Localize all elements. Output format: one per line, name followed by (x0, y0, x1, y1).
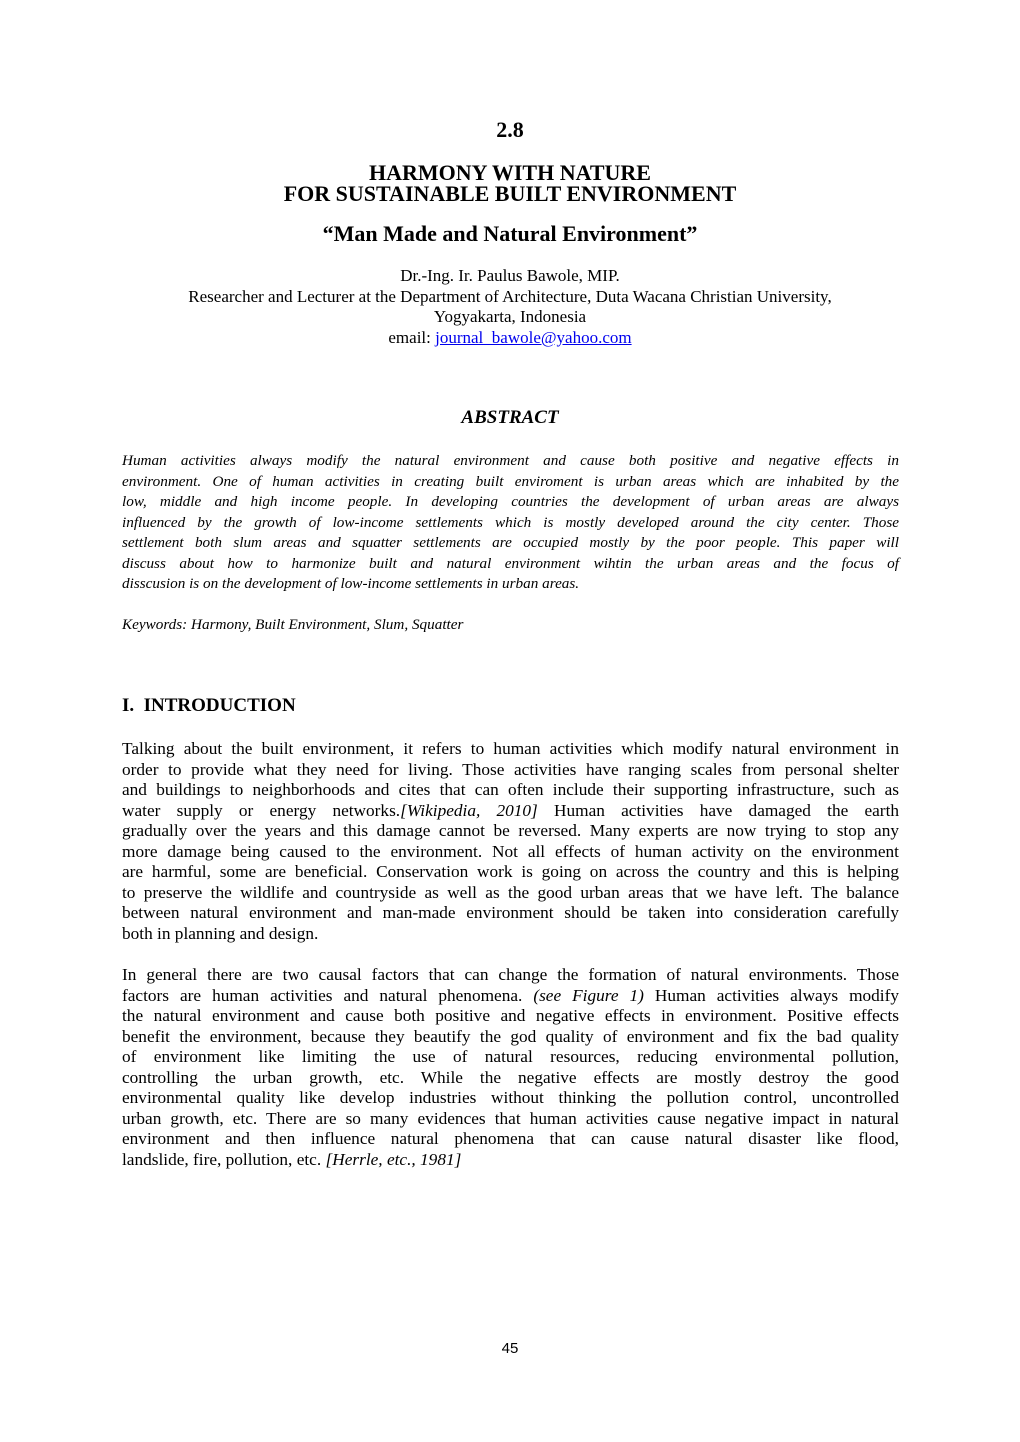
intro-paragraph-1 (122, 739, 899, 944)
text-line: environment. One of human activities in creating built enviroment is urban areas which are inhabited by the (122, 472, 899, 490)
text-line: and buildings to neighborhoods and cites that can often include their supporting infrastructure, such as (122, 780, 899, 799)
text-line: both in planning and design. (122, 923, 319, 943)
abstract-body (122, 451, 899, 595)
section-heading-introduction: I. INTRODUCTION (122, 695, 296, 716)
author-affiliation: Researcher and Lecturer at the Department of Architecture, Duta Wacana Christian University, (188, 286, 832, 306)
email-label: email: (388, 327, 436, 347)
title-line: HARMONY WITH NATURE (369, 160, 651, 185)
text-line: to preserve the wildlife and countryside as well as the good urban areas that we have left. The balance (122, 882, 899, 902)
text-line: the natural environment and cause both positive and negative effects in environment. Positive effects (122, 1006, 899, 1025)
text-line: of environment like limiting the use of natural resources, reducing environmental pollution, (122, 1047, 899, 1066)
text-line: gradually over the years and this damage cannot be reversed. Many experts are now trying to stop any (122, 821, 899, 840)
paper-subtitle: “Man Made and Natural Environment” (322, 221, 698, 246)
text-line: disscusion is on the development of low-income settlements in urban areas. (122, 575, 580, 592)
text-segment: Human activities always modify (643, 985, 900, 1005)
text-line (122, 801, 899, 822)
text-line: environment and then influence natural phenomena that can cause natural disaster like flood, (122, 1129, 899, 1148)
text-line: environmental quality like develop industries without thinking the pollution control, uncontrolled (122, 1088, 899, 1107)
text-line: are harmful, some are beneficial. Conservation work is going on across the country and this is helping (122, 862, 899, 881)
text-segment: Human activities have damaged the earth (537, 800, 900, 820)
text-segment: landslide, fire, pollution, etc. (122, 1149, 326, 1169)
text-segment: factors are human activities and natural phenomena. (122, 985, 534, 1005)
text-line: low, middle and high income people. In developing countries the development of urban areas are always (122, 493, 899, 510)
author-location: Yogyakarta, Indonesia (433, 307, 587, 327)
text-line: Human activities always modify the natural environment and cause both positive and negative effects in (122, 452, 899, 469)
title-line: FOR SUSTAINABLE BUILT ENVIRONMENT (283, 181, 737, 206)
citation: [Herrle, etc., 1981] (325, 1149, 462, 1169)
text-line: controlling the urban growth, etc. While the negative effects are mostly destroy the good (122, 1067, 899, 1087)
text-line: discuss about how to harmonize built and natural environment wihtin the urban areas and the focus of (122, 554, 899, 572)
email-link[interactable]: journal_bawole@yahoo.com (435, 327, 632, 347)
citation: [Wikipedia, 2010] (400, 800, 538, 820)
author-block (0, 266, 1020, 348)
abstract-heading: ABSTRACT (461, 407, 559, 428)
author-email-line (0, 328, 1020, 349)
text-line: between natural environment and man-made environment should be taken into consideration carefully (122, 903, 899, 922)
intro-paragraph-2 (122, 965, 899, 1170)
citation: (see Figure 1) (533, 985, 644, 1005)
text-line: In general there are two causal factors that can change the formation of natural environments. Those (122, 965, 899, 984)
text-segment: water supply or energy networks. (122, 800, 401, 820)
page-number: 45 (501, 1340, 519, 1357)
text-line: more damage being caused to the environment. Not all effects of human activity on the environment (122, 841, 899, 861)
paper-title (0, 162, 1020, 204)
text-line: urban growth, etc. There are so many evidences that human activities cause negative impact in natural (122, 1108, 899, 1128)
author-name: Dr.-Ing. Ir. Paulus Bawole, MIP. (400, 266, 620, 285)
keywords: Keywords: Harmony, Built Environment, Slum, Squatter (122, 616, 464, 633)
section-number: 2.8 (496, 117, 524, 142)
text-line: settlement both slum areas and squatter settlements are occupied mostly by the poor people. This paper will (122, 534, 899, 551)
text-line (122, 986, 899, 1007)
text-line: Talking about the built environment, it refers to human activities which modify natural environment in (122, 739, 899, 758)
text-line: order to provide what they need for living. Those activities have ranging scales from personal shelter (122, 759, 899, 779)
text-line: benefit the environment, because they beautify the god quality of environment and fix the bad quality (122, 1026, 899, 1046)
text-line (122, 1150, 899, 1171)
text-line: influenced by the growth of low-income settlements which is mostly developed around the city center. Those (122, 513, 899, 531)
